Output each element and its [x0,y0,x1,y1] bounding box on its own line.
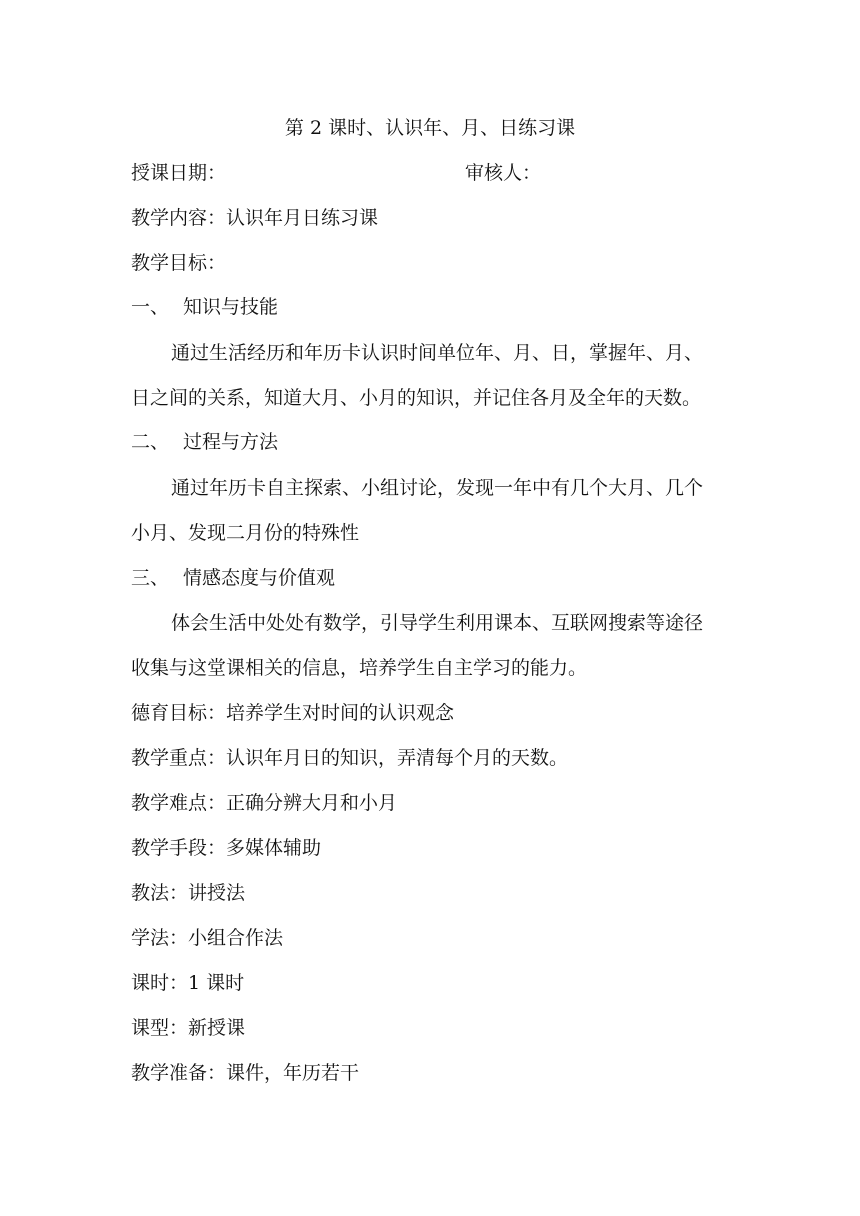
section-number: 一、 [131,296,170,318]
teaching-date-label: 授课日期： [131,162,227,184]
paragraph-line: 日之间的关系，知道大月、小月的知识，并记住各月及全年的天数。 [131,387,702,409]
paragraph-line: 体会生活中处处有数学，引导学生利用课本、互联网搜索等途径 [171,612,704,634]
section-number: 三、 [131,567,170,589]
teaching-content: 教学内容：认识年月日练习课 [131,207,379,229]
section-title: 过程与方法 [183,431,279,453]
moral-goal: 德育目标：培养学生对时间的认识观念 [131,702,455,724]
teaching-objectives-label: 教学目标： [131,252,227,274]
teaching-method: 教法：讲授法 [131,882,246,904]
section-number: 二、 [131,431,170,453]
difficulty: 教学难点：正确分辨大月和小月 [131,792,398,814]
section-title: 情感态度与价值观 [183,567,336,589]
section-title: 知识与技能 [183,296,279,318]
section-heading [131,430,278,454]
class-hours: 课时：1 课时 [131,972,245,994]
teaching-means: 教学手段：多媒体辅助 [131,837,322,859]
key-point: 教学重点：认识年月日的知识，弄清每个月的天数。 [131,747,569,769]
document-title: 第 2 课时、认识年、月、日练习课 [284,117,576,139]
learning-method: 学法：小组合作法 [131,927,284,949]
paragraph-line: 小月、发现二月份的特殊性 [131,522,360,544]
paragraph-line: 通过生活经历和年历卡认识时间单位年、月、日，掌握年、月、 [171,342,704,364]
paragraph-line: 通过年历卡自主探索、小组讨论，发现一年中有几个大月、几个 [171,477,704,499]
class-type: 课型：新授课 [131,1017,246,1039]
section-heading [131,295,278,319]
paragraph-line: 收集与这堂课相关的信息，培养学生自主学习的能力。 [131,657,588,679]
section-heading [131,566,335,590]
teaching-preparation: 教学准备：课件，年历若干 [131,1062,360,1084]
reviewer-label: 审核人： [465,162,542,184]
